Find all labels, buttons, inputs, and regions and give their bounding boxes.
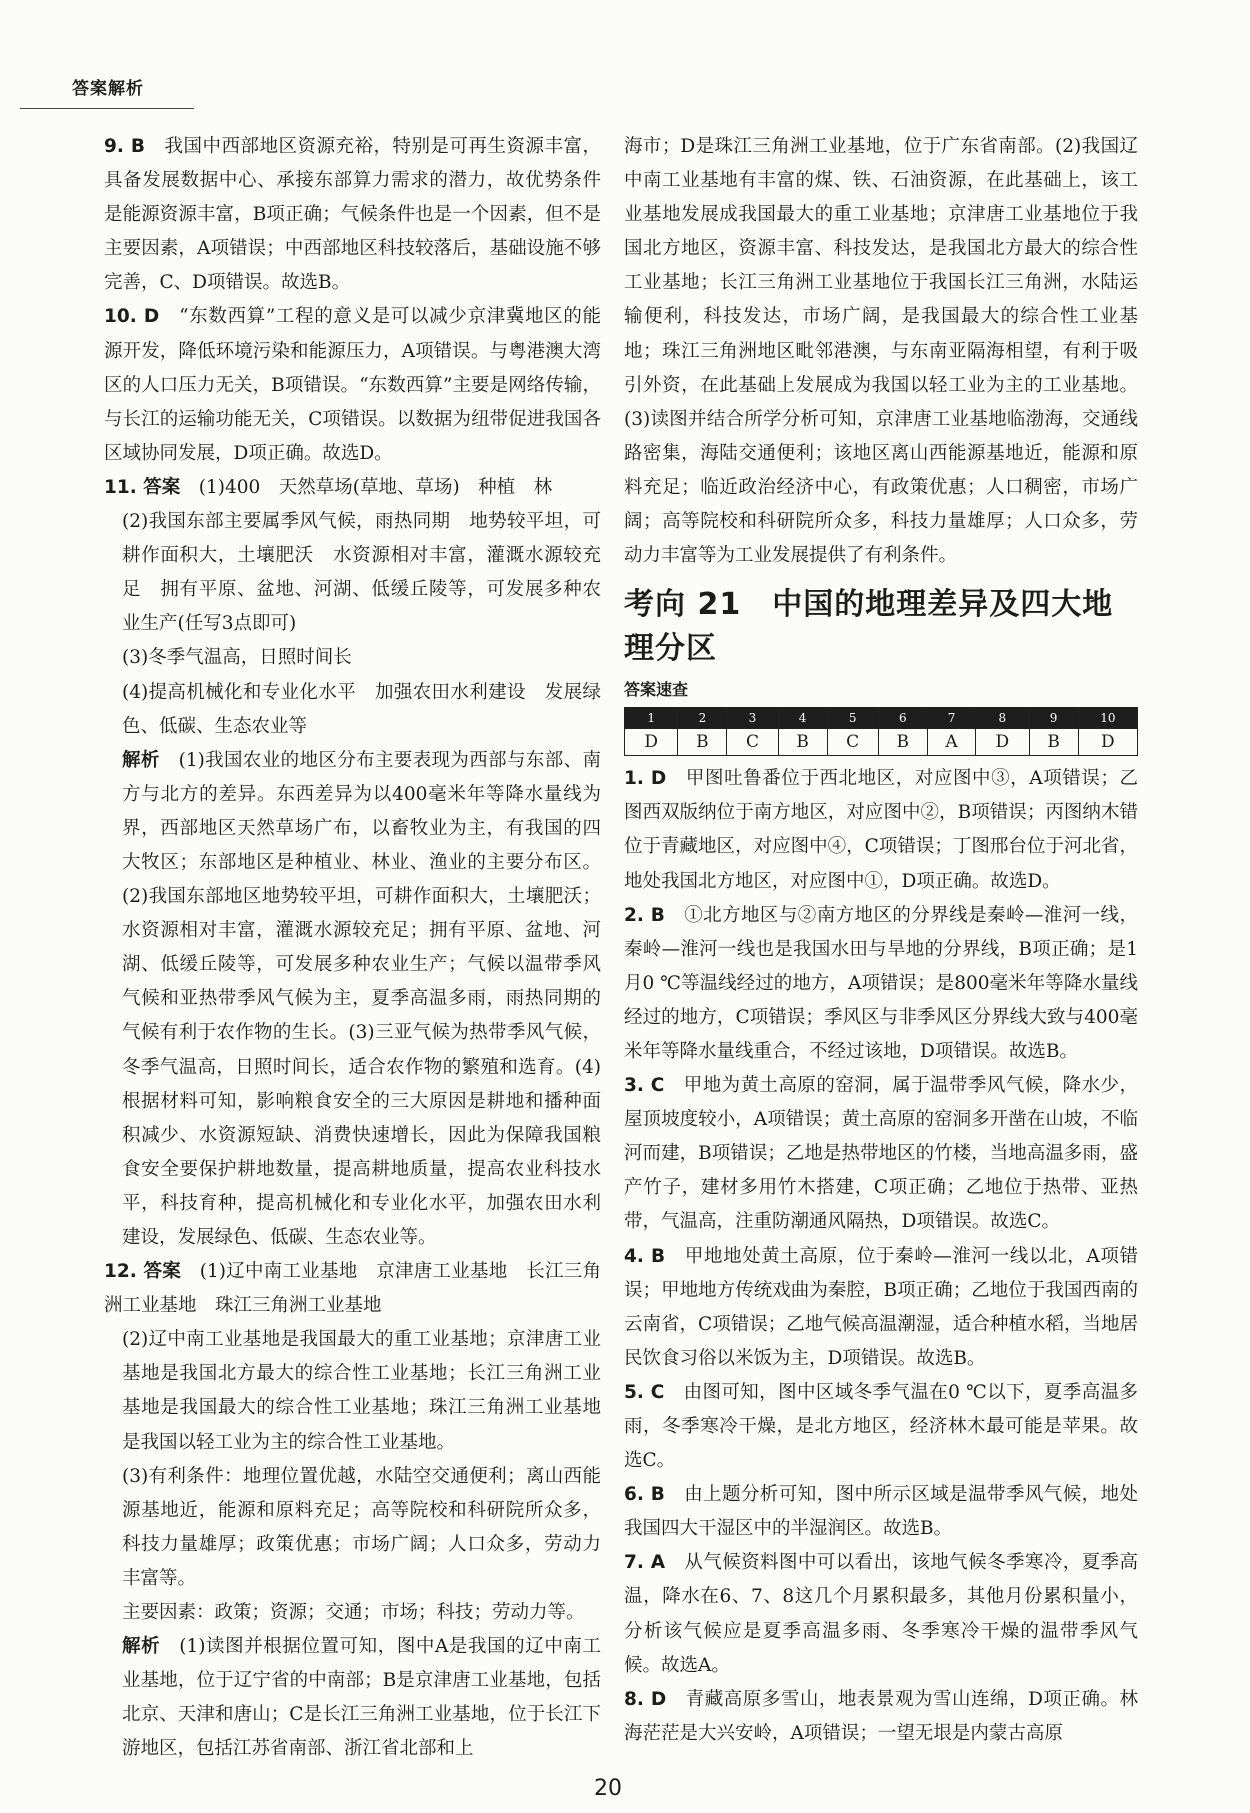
table-answer: D (625, 729, 678, 756)
question-number: 5. C (624, 1381, 665, 1403)
answer-table (624, 707, 1138, 756)
answer-11-part-2: (2)我国东部主要属季风气候，雨热同期 地势较平坦，可耕作面积大，土壤肥沃 水资源相对丰富，灌溉水源较充足 拥有平原、盆地、河湖、低缓丘陵等，可发展多种农业生产(任写3点即可) (122, 511, 601, 635)
answer-text: 甲地为黄土高原的窑洞，属于温带季风气候，降水少，屋顶坡度较小，A项错误；黄土高原的窑洞多开凿在山坡，不临河而建，B项错误；乙地是热带地区的竹楼，当地高温多雨，盛产竹子，建材多用竹木搭建，C项正确；乙地位于热带、亚热带，气温高，注重防潮通风隔热，D项错误。故选C。 (624, 1075, 1138, 1233)
answer-text: 从气候资料图中可以看出，该地气候冬季寒冷，夏季高温，降水在6、7、8这几个月累积最多，其他月份累积量小，分析该气候应是夏季高温多雨、冬季寒冷干燥的温带季风气候。故选A。 (624, 1552, 1138, 1676)
answer-table-header (625, 708, 1138, 729)
table-answer: B (1029, 729, 1078, 756)
question-number: 4. B (624, 1245, 666, 1267)
table-answer: D (1078, 729, 1137, 756)
analysis-11 (104, 744, 601, 1255)
question-number: 10. D (104, 306, 160, 328)
answer-10 (104, 300, 601, 470)
quick-check-label: 答案速查 (624, 680, 689, 700)
answer-12-part-2: (2)辽中南工业基地是我国最大的重工业基地；京津唐工业基地是我国北方最大的综合性工业基地；长江三角洲工业基地是我国最大的综合性工业基地；珠江三角洲工业基地是我国以轻工业为主的综合性工业基地。 (122, 1329, 601, 1453)
answer-11-part-3: (3)冬季气温高，日照时间长 (122, 647, 352, 669)
table-question-number: 10 (1078, 708, 1137, 729)
analysis-text: (1)读图并根据位置可知，图中A是我国的辽中南工业基地，位于辽宁省的中南部；B是京津唐工业基地，包括北京、天津和唐山；C是长江三角洲工业基地，位于长江下游地区，包括江苏省南部、浙江省北部和上 (122, 1636, 601, 1760)
answer-table-values (625, 729, 1138, 756)
answer-text: 由上题分析可知，图中所示区域是温带季风气候，地处我国四大干湿区中的半湿润区。故选B。 (624, 1484, 1138, 1540)
question-number: 1. D (624, 768, 667, 790)
table-answer: D (976, 729, 1029, 756)
analysis-text: (1)我国农业的地区分布主要表现为西部与东部、南方与北方的差异。东西差异为以400毫米年等降水量线为界，西部地区天然草场广布，以畜牧业为主，有我国的四大牧区；东部地区是种植业、林业、渔业的主要分布区。(2)我国东部地区地势较平坦，可耕作面积大，土壤肥沃；水资源相对丰富，灌溉水源较充足；拥有平原、盆地、河湖、低缓丘陵等，可发展多种农业生产；气候以温带季风气候和亚热带季风气候为主，夏季高温多雨，雨热同期的气候有利于农作物的生长。(3)三亚气候为热带季风气候，冬季气温高，日照时间长，适合农作物的繁殖和选育。(4)根据材料可知，影响粮食安全的三大原因是耕地和播种面积减少、水资源短缺、消费快速增长，因此为保障我国粮食安全要保护耕地数量，提高耕地质量，提高农业科技水平，科技育种，提高机械化和专业化水平，加强农田水利建设，发展绿色、低碳、生态农业等。 (122, 749, 601, 1248)
table-answer: C (727, 729, 778, 756)
answer-11-part-4: (4)提高机械化和专业化水平 加强农田水利建设 发展绿色、低碳、生态农业等 (122, 681, 601, 737)
question-number: 8. D (624, 1688, 667, 1710)
table-question-number: 7 (927, 708, 975, 729)
left-column (104, 130, 601, 1767)
answer-item (624, 1546, 1138, 1682)
answer-text: “东数西算”工程的意义是可以减少京津冀地区的能源开发，降低环境污染和能源压力，A项错误。与粤港澳大湾区的人口压力无关，B项错误。“东数西算”主要是网络传输，与长江的运输功能无关，C项错误。以数据为纽带促进我国各区域协同发展，D项正确。故选D。 (104, 306, 601, 464)
answer-text: ①北方地区与②南方地区的分界线是秦岭—淮河一线，秦岭—淮河一线也是我国水田与旱地的分界线，B项正确；是1月0 ℃等温线经过的地方，A项错误；是800毫米年等降水量线经过的地方，C项错误；季风区与非季风区分界线大致与400毫米年等降水量线重合，不经过该地，D项错误。故选B。 (624, 904, 1138, 1062)
answer-item (624, 1240, 1138, 1376)
question-number: 12. 答案 (104, 1261, 181, 1283)
answer-text: 青藏高原多雪山，地表景观为雪山连绵，D项正确。林海茫茫是大兴安岭，A项错误；一望无垠是内蒙古高原 (624, 1688, 1138, 1744)
analysis-label: 解析 (122, 749, 160, 771)
answer-12-part-4: 主要因素：政策；资源；交通；市场；科技；劳动力等。 (122, 1602, 585, 1624)
answer-12 (104, 1255, 601, 1323)
table-answer: B (678, 729, 727, 756)
table-question-number: 3 (727, 708, 778, 729)
answer-text: 甲地地处黄土高原，位于秦岭—淮河一线以北，A项错误；甲地地方传统戏曲为秦腔，B项正确；乙地位于我国西南的云南省，C项错误；乙地气候高温潮湿，适合种植水稻，当地居民饮食习俗以米饭为主，D项错误。故选B。 (624, 1245, 1138, 1369)
analysis-label: 解析 (122, 1636, 161, 1658)
answer-9 (104, 130, 601, 300)
analysis-12 (104, 1630, 601, 1766)
table-question-number: 6 (878, 708, 927, 729)
table-answer: B (778, 729, 827, 756)
page-number: 20 (594, 1776, 622, 1801)
question-number: 9. B (104, 136, 145, 157)
table-answer: B (878, 729, 927, 756)
question-number: 3. C (624, 1075, 665, 1097)
answer-item (624, 1683, 1138, 1751)
table-question-number: 5 (827, 708, 878, 729)
answer-text: 我国中西部地区资源充裕，特别是可再生资源丰富，具备发展数据中心、承接东部算力需求的潜力，故优势条件是能源资源丰富，B项正确；气候条件也是一个因素，但不是主要因素，A项错误；中西部地区科技较落后，基础设施不够完善，C、D项错误。故选B。 (104, 136, 601, 294)
question-number: 6. B (624, 1484, 665, 1506)
table-answer: C (827, 729, 878, 756)
answer-item (624, 899, 1138, 1069)
table-question-number: 4 (778, 708, 827, 729)
answer-part: (1)辽中南工业基地 京津唐工业基地 长江三角洲工业基地 珠江三角洲工业基地 (104, 1261, 601, 1317)
answer-item (624, 1376, 1138, 1478)
question-number: 7. A (624, 1552, 666, 1574)
answer-items (624, 762, 1138, 1751)
question-number: 11. 答案 (104, 476, 181, 498)
section-title: 考向 21 中国的地理差异及四大地理分区 (624, 587, 1114, 667)
right-column (624, 130, 1138, 1751)
table-question-number: 1 (625, 708, 678, 729)
answer-item (624, 1478, 1138, 1546)
answer-text: 由图可知，图中区域冬季气温在0 ℃以下，夏季高温多雨，冬季寒冷干燥，是北方地区，经济林木最可能是苹果。故选C。 (624, 1381, 1138, 1472)
table-question-number: 2 (678, 708, 727, 729)
header-label: 答案解析 (72, 79, 144, 99)
header-rule (20, 108, 194, 109)
answer-part: (1)400 天然草场(草地、草场) 种植 林 (198, 476, 553, 498)
answer-item (624, 1069, 1138, 1239)
table-question-number: 8 (976, 708, 1029, 729)
answer-11 (104, 471, 601, 505)
table-answer: A (927, 729, 975, 756)
answer-text: 甲图吐鲁番位于西北地区，对应图中③，A项错误；乙图西双版纳位于南方地区，对应图中②，B项错误；丙图纳木错位于青藏地区，对应图中④，C项错误；丁图邢台位于河北省，地处我国北方地区，对应图中①，D项正确。故选D。 (624, 768, 1138, 892)
table-question-number: 9 (1029, 708, 1078, 729)
answer-item (624, 762, 1138, 898)
question-number: 2. B (624, 904, 665, 926)
continued-analysis: 海市；D是珠江三角洲工业基地，位于广东省南部。(2)我国辽中南工业基地有丰富的煤、铁、石油资源，在此基础上，该工业基地发展成我国最大的重工业基地；京津唐工业基地位于我国北方地区，资源丰富、科技发达，是我国北方最大的综合性工业基地；长江三角洲工业基地位于我国长江三角洲，水陆运输便利，科技发达，市场广阔，是我国最大的综合性工业基地；珠江三角洲地区毗邻港澳，与东南亚隔海相望，有利于吸引外资，在此基础上发展成为我国以轻工业为主的工业基地。(3)读图并结合所学分析可知，京津唐工业基地临渤海，交通线路密集，海陆交通便利；该地区离山西能源基地近，能源和原料充足；临近政治经济中心，有政策优惠；人口稠密，市场广阔；高等院校和科研院所众多，科技力量雄厚；人口众多，劳动力丰富等为工业发展提供了有利条件。 (624, 136, 1138, 567)
answer-12-part-3: (3)有利条件：地理位置优越，水陆空交通便利；离山西能源基地近，能源和原料充足；高等院校和科研院所众多，科技力量雄厚；政策优惠；市场广阔；人口众多，劳动力丰富等。 (122, 1465, 601, 1589)
